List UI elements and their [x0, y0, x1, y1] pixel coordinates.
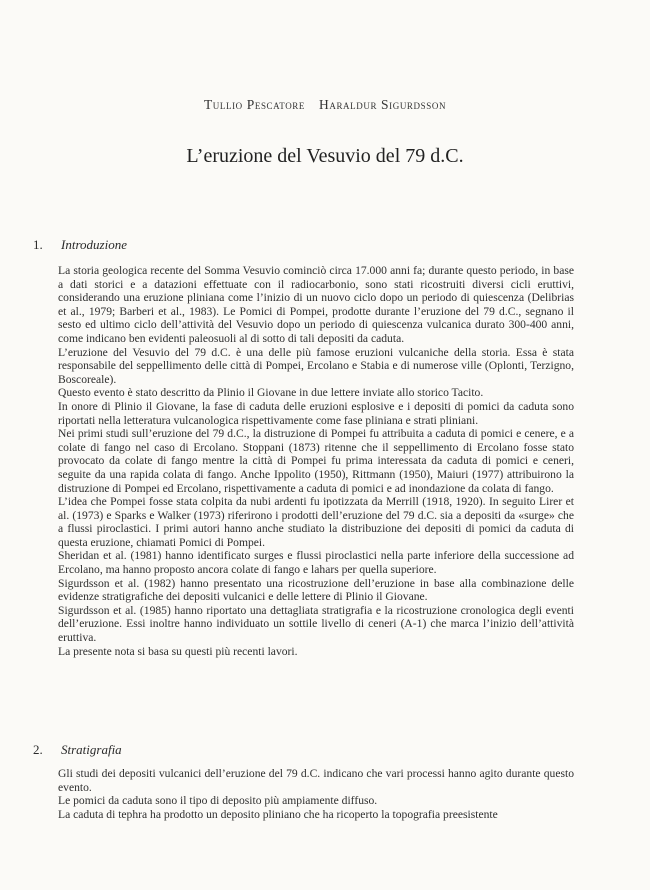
section-title: Stratigrafia: [61, 742, 122, 757]
article-title: L’eruzione del Vesuvio del 79 d.C.: [186, 145, 464, 167]
author-name: Tullio Pescatore: [203, 97, 306, 112]
paragraph: La presente nota si basa su questi più recenti lavori.: [58, 644, 298, 658]
paragraph: Gli studi dei depositi vulcanici dell’eruzione del 79 d.C. indicano che vari processi hanno agito durante questo evento.: [58, 767, 574, 794]
paragraph: La storia geologica recente del Somma Vesuvio cominciò circa 17.000 anni fa; durante questo periodo, in base a dati storici e a datazioni effettuate con il radiocarbonio, sono stati ricostruiti diversi cicli eruttivi, considerando una eruzione pliniana come l’inizio di un nuovo ciclo dopo un periodo di quiescenza (Delibrias et al., 1979; Barberi et al., 1983). Le Pomici di Pompei, prodotte durante l’eruzione del 79 d.C., segnano il sesto ed ultimo ciclo dell’attività del Vesuvio dopo un periodo di quiescenza vulcanica durato 300-400 anni, come indicano ben evidenti paleosuoli al di sotto di tali depositi da caduta.: [58, 264, 574, 345]
paragraph: Sheridan et al. (1981) hanno identificato surges e flussi piroclastici nella parte inferiore della successione ad Ercolano, ma hanno proposto ancora colate di fango e lahars per quella superiore.: [58, 549, 574, 577]
section-body: [58, 767, 574, 821]
paragraph: L’eruzione del Vesuvio del 79 d.C. è una delle più famose eruzioni vulcaniche della storia. Essa è stata responsabile del seppellimento delle città di Pompei, Ercolano e Stabia e di numerose ville (Oplonti, Terzigno, Boscoreale).: [58, 345, 574, 386]
section-number: 2.: [33, 742, 43, 757]
paragraph: Sigurdsson et al. (1982) hanno presentato una ricostruzione dell’eruzione in base alla combinazione delle evidenze stratigrafiche dei depositi vulcanici e delle lettere di Plinio il Giovane.: [58, 576, 574, 604]
paragraph: La caduta di tephra ha prodotto un deposito pliniano che ha ricoperto la topografia preesistente: [58, 807, 498, 821]
section-title: Introduzione: [61, 237, 127, 252]
paragraph: Nei primi studi sull’eruzione del 79 d.C., la distruzione di Pompei fu attribuita a caduta di pomici e cenere, e a colate di fango nel caso di Ercolano. Stoppani (1873) ritenne che il seppellimento di Ercolano fosse stato provocato da colate di fango mentre la città di Pompei fu prima interessata da caduta di pomici e ceneri, seguite da una rapida colata di fango. Anche Ippolito (1950), Rittmann (1950), Maiuri (1977) attribuirono la distruzione di Pompei ed Ercolano, rispettivamente a caduta di pomici e ad inondazione da colata di fango.: [58, 427, 574, 495]
section-body: [58, 264, 574, 658]
paragraph: Questo evento è stato descritto da Plinio il Giovane in due lettere inviate allo storico Tacito.: [58, 386, 484, 400]
author-name: Haraldur Sigurdsson: [319, 97, 447, 112]
section-heading: [33, 237, 127, 253]
section-heading: [33, 742, 122, 758]
paragraph: Le pomici da caduta sono il tipo di deposito più ampiamente diffuso.: [58, 794, 378, 808]
paragraph: In onore di Plinio il Giovane, la fase di caduta delle eruzioni esplosive e i depositi di pomici da caduta sono riportati nella letteratura vulcanologica rispettivamente come fase pliniana e strati pliniani.: [58, 399, 574, 427]
paragraph: L’idea che Pompei fosse stata colpita da nubi ardenti fu ipotizzata da Merrill (1918, 1920). In seguito Lirer et al. (1973) e Sparks e Walker (1973) riferirono i prodotti dell’eruzione del 79 d.C. sia a depositi da «surge» che a flussi piroclastici. I primi autori hanno anche studiato la distribuzione dei depositi di pomici da caduta di questa eruzione, chiamati Pomici di Pompei.: [58, 495, 574, 549]
author-line: [0, 97, 650, 113]
paragraph: Sigurdsson et al. (1985) hanno riportato una dettagliata stratigrafia e la ricostruzione cronologica degli eventi dell’eruzione. Essi inoltre hanno individuato un sottile livello di ceneri (A-1) che marca l’inizio dell’attività eruttiva.: [58, 603, 574, 645]
section-number: 1.: [33, 237, 43, 252]
